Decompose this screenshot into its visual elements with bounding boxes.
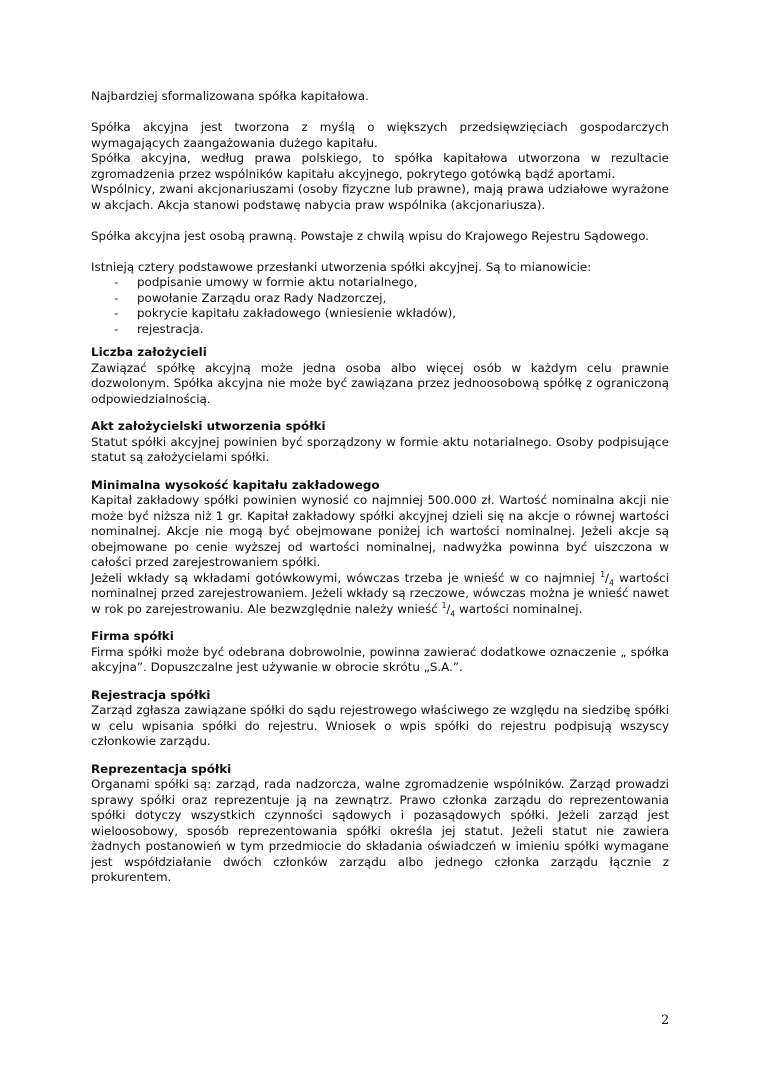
dash-marker: - — [114, 306, 119, 320]
section-heading-deed: Akt założycielski utworzenia spółki — [91, 419, 326, 433]
section-heading-firm: Firma spółki — [91, 629, 174, 643]
list-item: - pokrycie kapitału zakładowego (wniesienie wkładów), — [114, 306, 457, 320]
section-text-deed: Statut spółki akcyjnej powinien być sporządzony w formie aktu notarialnego. Osoby podpisujące statut są założycielami spółki. — [91, 434, 669, 464]
section-text-registration: Zarząd zgłasza zawiązane spółki do sądu rejestrowego właściwego ze względu na siedzibę spółki w celu wpisania spółki do rejestru. Wniosek o wpis spółki do rejestru podpisują wszyscy członkowie zarządu. — [91, 703, 669, 748]
document-page — [91, 89, 669, 886]
intro-line: Najbardziej sformalizowana spółka kapitałowa. — [91, 89, 369, 103]
list-item: - powołanie Zarządu oraz Rady Nadzorczej, — [114, 290, 387, 305]
dash-marker: - — [114, 275, 119, 289]
dash-marker: - — [114, 321, 119, 336]
definition-paragraph: Spółka akcyjna, według prawa polskiego, to spółka kapitałowa utworzona w rezultacie zgromadzenia przez wspólników kapitału akcyjnego, pokrytego gotówką bądź aportami. — [91, 151, 669, 181]
legal-person-paragraph: Spółka akcyjna jest osobą prawną. Powstaje z chwilą wpisu do Krajowego Rejestru Sądowego. — [91, 228, 650, 243]
intro-paragraph: Spółka akcyjna jest tworzona z myślą o większych przedsięwzięciach gospodarczych wymagających zaangażowania dużego kapitału. — [91, 120, 669, 150]
section-text-founders: Zawiązać spółkę akcyjną może jedna osoba albo więcej osób w każdym celu prawnie dozwolonym. Spółka akcyjna nie może być zawiązana przez jednoosobową spółkę z ograniczoną odpowiedzialnością. — [91, 360, 669, 406]
shareholders-paragraph: Wspólnicy, zwani akcjonariuszami (osoby fizyczne lub prawne), mają prawa udziałowe wyrażone w akcjach. Akcja stanowi podstawę nabycia praw wspólnika (akcjonariusza). — [91, 182, 669, 212]
list-item: - podpisanie umowy w formie aktu notarialnego, — [114, 275, 418, 289]
section-text-contributions: Jeżeli wkłady są wkładami gotówkowymi, wówczas trzeba je wnieść w co najmniej $^1/_4$ wartości nominalnej przed zarejestrowaniem. Jeżeli wkłady są rzeczowe, wówczas można je wnieść nawet w rok po zarejestrowaniu. Ale bezwzględnie należy wnieść $^1/_4$ wartości nominalnej. — [91, 569, 670, 618]
section-text-firm: Firma spółki może być odebrana dobrowolnie, powinna zawierać dodatkowe oznaczenie „ spółka akcyjna”. Dopuszczalne jest używanie w obrocie skrótu „S.A.”. — [91, 644, 669, 674]
dash-marker: - — [114, 290, 119, 305]
section-heading-representation: Reprezentacja spółki — [91, 761, 232, 776]
section-text-representation: Organami spółki są: zarząd, rada nadzorcza, walne zgromadzenie wspólników. Zarząd prowadzi sprawy spółki oraz reprezentuje ją na zewnątrz. Prawo członka zarządu do reprezentowania spółki dotyczy wszystkich czynności sądowych i pozasądowych spółki. Jeżeli zarząd jest wieloosobowy, sposób reprezentowania spółki określa jej statut. Jeżeli statut nie zawiera żadnych postanowień w tym przedmiocie do składania oświadczeń w imieniu spółki wymagane jest współdziałanie dwóch członków zarządu albo jednego członka zarządu łącznie z prokurentem. — [91, 777, 669, 884]
section-heading-founders: Liczba założycieli — [91, 345, 207, 359]
premises-intro: Istnieją cztery podstawowe przesłanki utworzenia spółki akcyjnej. Są to mianowicie: — [91, 259, 592, 274]
list-item: - rejestracja. — [114, 321, 204, 336]
section-text-capital: Kapitał zakładowy spółki powinien wynosić co najmniej 500.000 zł. Wartość nominalna akcji nie może być niższa niż 1 gr. Kapitał zakładowy spółki akcyjnej dzieli się na akcje o równej wartości nominalnej. Akcje nie mogą być obejmowane poniżej ich wartości nominalnej. Jeżeli akcje są obejmowane po cenie wyższej od wartości nominalnej, nadwyżka powinna być uiszczona w całości przed zarejestrowaniem spółki. — [91, 493, 669, 569]
section-heading-capital: Minimalna wysokość kapitału zakładowego — [91, 477, 380, 492]
section-heading-registration: Rejestracja spółki — [91, 687, 211, 702]
page-number: 2 — [661, 1013, 670, 1028]
premises-list — [91, 275, 669, 337]
